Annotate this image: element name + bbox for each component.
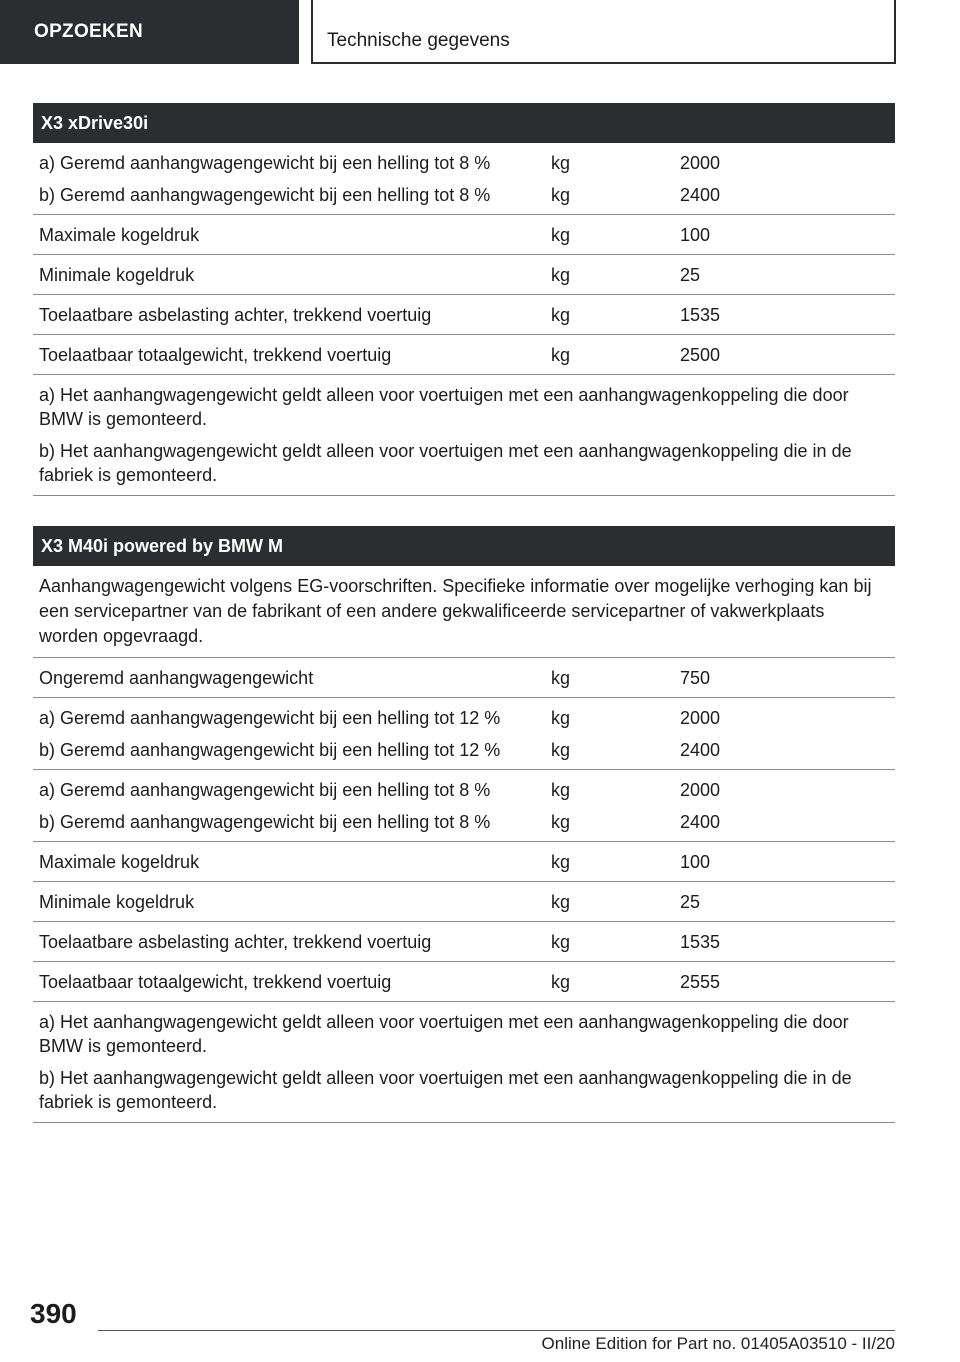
spec-value-cell bbox=[680, 263, 895, 287]
footnotes bbox=[33, 375, 895, 496]
spec-row bbox=[33, 255, 895, 295]
spec-label-cell bbox=[33, 970, 551, 994]
spec-unit-cell bbox=[551, 890, 680, 914]
spec-value-cell bbox=[680, 303, 895, 327]
section-title: X3 xDrive30i bbox=[33, 103, 895, 143]
spec-value-cell bbox=[680, 666, 895, 690]
spec-unit: kg bbox=[551, 265, 571, 285]
spec-value: 2000 bbox=[680, 780, 721, 800]
spec-label: b) Geremd aanhangwagengewicht bij een helling tot 12 % bbox=[39, 740, 501, 760]
spec-label: Maximale kogeldruk bbox=[39, 225, 200, 245]
spec-value: 1535 bbox=[680, 932, 721, 952]
section-intro: Aanhangwagengewicht volgens EG-voorschriften. Specifieke informatie over mogelijke verhoging kan bij een servicepartner van de fabrikant of een andere gekwalificeerde servicepartner of vakwerkplaats worden opgevraagd. bbox=[33, 566, 895, 658]
spec-value: 100 bbox=[680, 225, 711, 245]
footnote: a) Het aanhangwagengewicht geldt alleen voor voertuigen met een aanhangwagenkoppeling die door BMW is gemonteerd. bbox=[39, 1012, 849, 1056]
spec-row bbox=[33, 842, 895, 882]
spec-value-cell bbox=[680, 970, 895, 994]
spec-label-cell bbox=[33, 343, 551, 367]
spec-label: Toelaatbaar totaalgewicht, trekkend voertuig bbox=[39, 972, 392, 992]
page-number: 390 bbox=[30, 1298, 77, 1329]
page-header bbox=[0, 0, 960, 66]
spec-label-cell bbox=[33, 930, 551, 954]
spec-unit: kg bbox=[551, 185, 571, 205]
spec-value: 25 bbox=[680, 892, 701, 912]
spec-value: 2000 bbox=[680, 708, 721, 728]
spec-value: 2500 bbox=[680, 345, 721, 365]
spec-section bbox=[33, 526, 895, 1123]
spec-value-cell bbox=[680, 706, 895, 762]
spec-label: Toelaatbare asbelasting achter, trekkend voertuig bbox=[39, 932, 432, 952]
spec-value: 25 bbox=[680, 265, 701, 285]
spec-unit-cell bbox=[551, 303, 680, 327]
spec-label-cell bbox=[33, 666, 551, 690]
spec-unit: kg bbox=[551, 345, 571, 365]
spec-row bbox=[33, 882, 895, 922]
page-title: Technische gegevens bbox=[311, 0, 896, 64]
spec-value-cell bbox=[680, 223, 895, 247]
spec-unit: kg bbox=[551, 708, 571, 728]
spec-unit-cell bbox=[551, 666, 680, 690]
spec-row bbox=[33, 143, 895, 215]
spec-unit-cell bbox=[551, 263, 680, 287]
footnotes bbox=[33, 1002, 895, 1123]
spec-label-cell bbox=[33, 850, 551, 874]
spec-value: 2000 bbox=[680, 153, 721, 173]
spec-unit: kg bbox=[551, 892, 571, 912]
spec-section bbox=[33, 103, 895, 496]
spec-unit-cell bbox=[551, 706, 680, 762]
spec-value-cell bbox=[680, 151, 895, 207]
spec-row bbox=[33, 922, 895, 962]
spec-unit: kg bbox=[551, 812, 571, 832]
spec-unit-cell bbox=[551, 930, 680, 954]
spec-label-cell bbox=[33, 151, 551, 207]
document-content bbox=[33, 103, 895, 1153]
spec-label: Minimale kogeldruk bbox=[39, 265, 195, 285]
spec-value-cell bbox=[680, 930, 895, 954]
spec-unit-cell bbox=[551, 343, 680, 367]
spec-unit-cell bbox=[551, 223, 680, 247]
spec-value: 2400 bbox=[680, 185, 721, 205]
spec-value: 2555 bbox=[680, 972, 721, 992]
spec-row bbox=[33, 335, 895, 375]
spec-row bbox=[33, 698, 895, 770]
section-title: X3 M40i powered by BMW M bbox=[33, 526, 895, 566]
spec-label: a) Geremd aanhangwagengewicht bij een helling tot 8 % bbox=[39, 780, 491, 800]
spec-unit-cell bbox=[551, 778, 680, 834]
spec-unit: kg bbox=[551, 932, 571, 952]
footnote: b) Het aanhangwagengewicht geldt alleen voor voertuigen met een aanhangwagenkoppeling die in de fabriek is gemonteerd. bbox=[39, 441, 852, 485]
spec-unit: kg bbox=[551, 780, 571, 800]
spec-label-cell bbox=[33, 706, 551, 762]
footer-edition-text: Online Edition for Part no. 01405A03510 - II/20 bbox=[541, 1334, 895, 1353]
spec-label: b) Geremd aanhangwagengewicht bij een helling tot 8 % bbox=[39, 812, 491, 832]
spec-row bbox=[33, 295, 895, 335]
spec-label-cell bbox=[33, 778, 551, 834]
spec-label: Minimale kogeldruk bbox=[39, 892, 195, 912]
spec-value: 750 bbox=[680, 668, 711, 688]
spec-row bbox=[33, 770, 895, 842]
spec-label: a) Geremd aanhangwagengewicht bij een helling tot 12 % bbox=[39, 708, 501, 728]
spec-label: a) Geremd aanhangwagengewicht bij een helling tot 8 % bbox=[39, 153, 491, 173]
spec-unit-cell bbox=[551, 151, 680, 207]
spec-value-cell bbox=[680, 890, 895, 914]
spec-row bbox=[33, 658, 895, 698]
spec-unit: kg bbox=[551, 740, 571, 760]
spec-label: Toelaatbare asbelasting achter, trekkend voertuig bbox=[39, 305, 432, 325]
spec-value-cell bbox=[680, 778, 895, 834]
spec-value-cell bbox=[680, 850, 895, 874]
spec-label-cell bbox=[33, 890, 551, 914]
footnote: a) Het aanhangwagengewicht geldt alleen voor voertuigen met een aanhangwagenkoppeling die door BMW is gemonteerd. bbox=[39, 385, 849, 429]
spec-label: b) Geremd aanhangwagengewicht bij een helling tot 8 % bbox=[39, 185, 491, 205]
spec-unit: kg bbox=[551, 225, 571, 245]
spec-value: 2400 bbox=[680, 812, 721, 832]
spec-label-cell bbox=[33, 263, 551, 287]
spec-label-cell bbox=[33, 303, 551, 327]
spec-unit: kg bbox=[551, 305, 571, 325]
spec-unit: kg bbox=[551, 153, 571, 173]
footnote: b) Het aanhangwagengewicht geldt alleen voor voertuigen met een aanhangwagenkoppeling die in de fabriek is gemonteerd. bbox=[39, 1068, 852, 1112]
footer-divider bbox=[98, 1330, 895, 1331]
spec-value: 100 bbox=[680, 852, 711, 872]
spec-unit: kg bbox=[551, 852, 571, 872]
spec-unit-cell bbox=[551, 970, 680, 994]
spec-label-cell bbox=[33, 223, 551, 247]
spec-row bbox=[33, 215, 895, 255]
spec-unit: kg bbox=[551, 668, 571, 688]
spec-label: Ongeremd aanhangwagengewicht bbox=[39, 668, 314, 688]
spec-unit: kg bbox=[551, 972, 571, 992]
spec-row bbox=[33, 962, 895, 1002]
spec-label: Maximale kogeldruk bbox=[39, 852, 200, 872]
spec-value: 1535 bbox=[680, 305, 721, 325]
spec-unit-cell bbox=[551, 850, 680, 874]
spec-value: 2400 bbox=[680, 740, 721, 760]
spec-label: Toelaatbaar totaalgewicht, trekkend voertuig bbox=[39, 345, 392, 365]
section-tab[interactable]: OPZOEKEN bbox=[0, 0, 299, 64]
spec-value-cell bbox=[680, 343, 895, 367]
